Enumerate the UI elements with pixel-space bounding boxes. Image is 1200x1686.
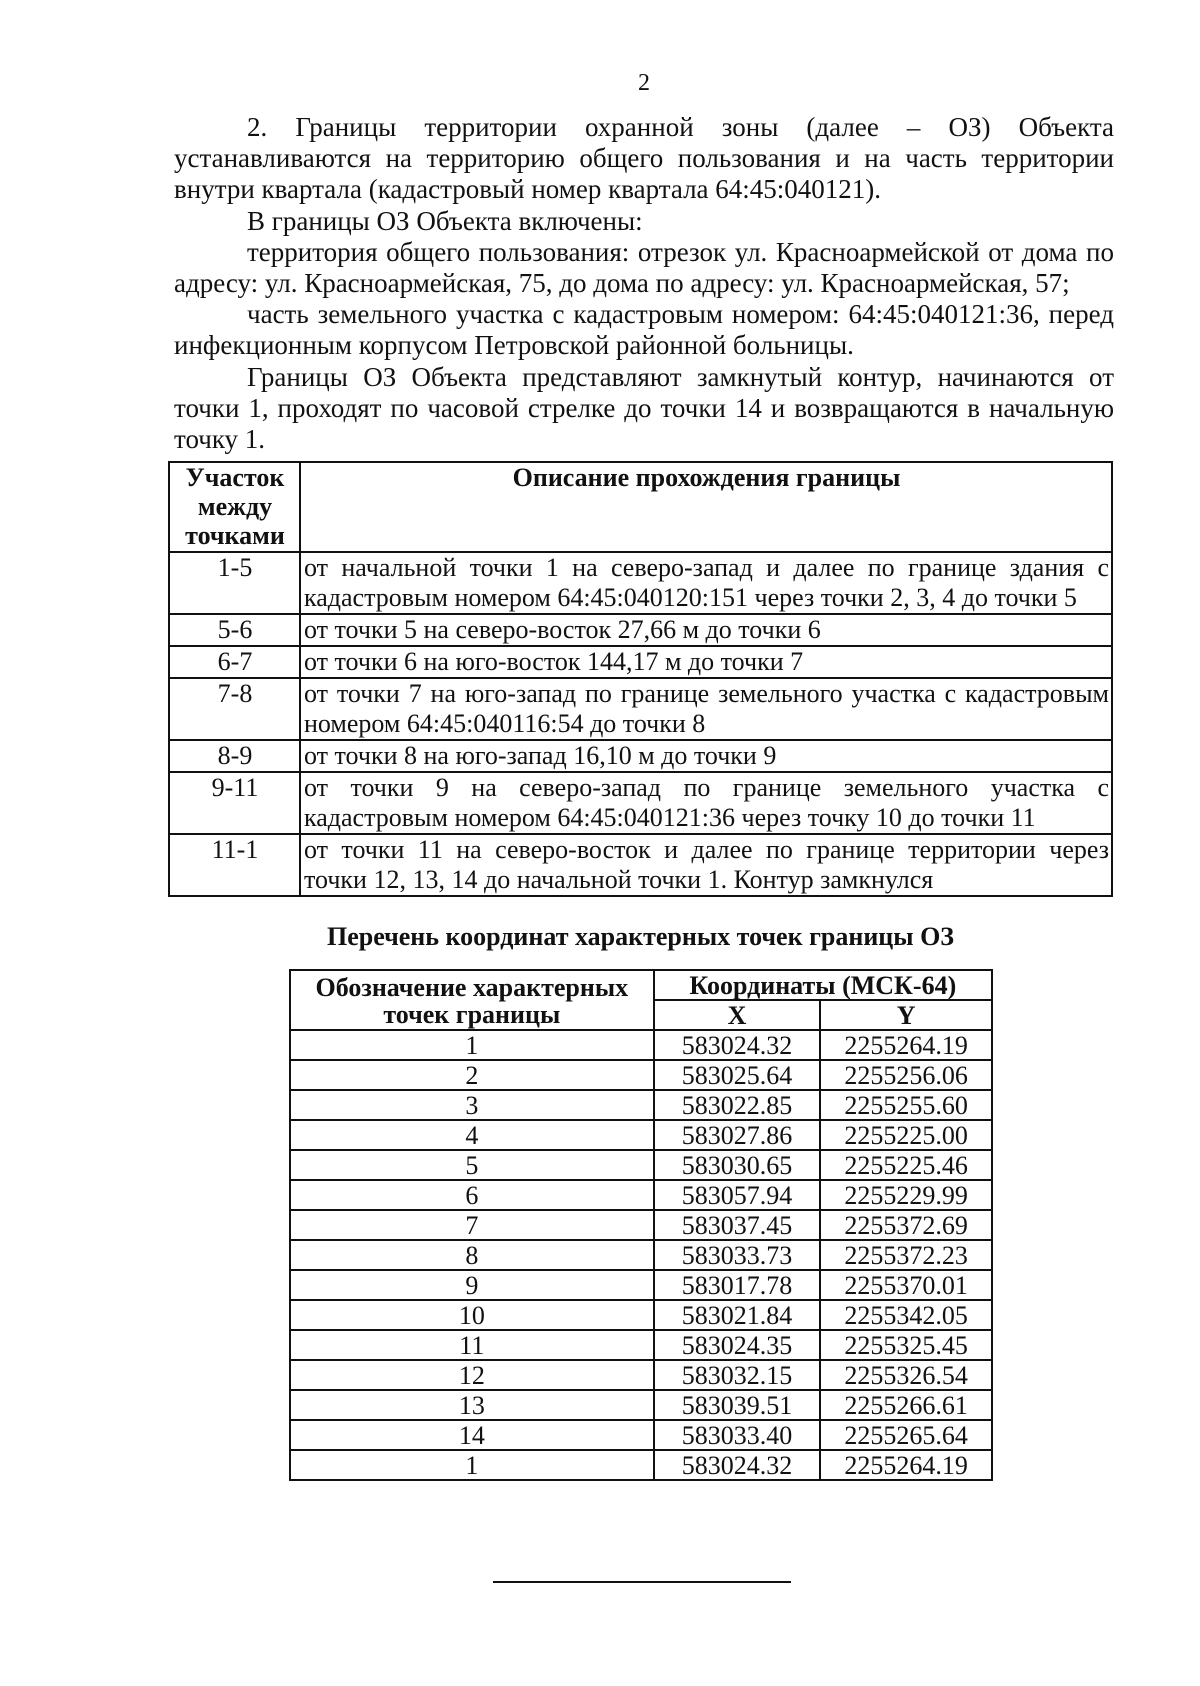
coordinates-title: Перечень координат характерных точек границы ОЗ — [326, 922, 955, 951]
x-cell: 583024.35 — [654, 1330, 821, 1360]
header-x: X — [654, 1000, 821, 1030]
point-cell: 1 — [290, 1450, 654, 1480]
paragraph-land-plot: часть земельного участка с кадастровым номером: 64:45:040121:36, перед инфекционным корпусом Петровской районной больницы. — [174, 299, 1114, 361]
table-row — [290, 1030, 992, 1060]
segment-cell: 9-11 — [169, 772, 300, 834]
table-row — [290, 1090, 992, 1120]
point-cell: 10 — [290, 1300, 654, 1330]
point-cell: 7 — [290, 1210, 654, 1240]
table-row — [290, 1330, 992, 1360]
y-cell: 2255372.69 — [820, 1210, 992, 1240]
y-cell: 2255255.60 — [820, 1090, 992, 1120]
description-cell: от начальной точки 1 на северо-запад и далее по границе здания с кадастровым номером 64:45:040120:151 через точки 2, 3, 4 до точки 5 — [300, 552, 1112, 614]
table-row — [169, 552, 1112, 614]
point-cell: 14 — [290, 1420, 654, 1450]
table-header-row — [290, 970, 992, 1000]
y-cell: 2255342.05 — [820, 1300, 992, 1330]
y-cell: 2255370.01 — [820, 1270, 992, 1300]
coordinates-table — [289, 969, 993, 1481]
x-cell: 583022.85 — [654, 1090, 821, 1120]
x-cell: 583039.51 — [654, 1390, 821, 1420]
header-description: Описание прохождения границы — [300, 462, 1112, 552]
x-cell: 583024.32 — [654, 1030, 821, 1060]
segment-cell: 8-9 — [169, 740, 300, 772]
y-cell: 2255372.23 — [820, 1240, 992, 1270]
table-row — [290, 1180, 992, 1210]
point-cell: 8 — [290, 1240, 654, 1270]
y-cell: 2255256.06 — [820, 1060, 992, 1090]
table-row — [290, 1120, 992, 1150]
x-cell: 583032.15 — [654, 1360, 821, 1390]
table-row — [290, 1060, 992, 1090]
point-cell: 1 — [290, 1030, 654, 1060]
table-row — [290, 1240, 992, 1270]
table-row — [169, 740, 1112, 772]
y-cell: 2255265.64 — [820, 1420, 992, 1450]
x-cell: 583033.40 — [654, 1420, 821, 1450]
table-row — [169, 614, 1112, 646]
point-cell: 3 — [290, 1090, 654, 1120]
x-cell: 583030.65 — [654, 1150, 821, 1180]
paragraph-contour: Границы ОЗ Объекта представляют замкнутый контур, начинаются от точки 1, проходят по часовой стрелке до точки 14 и возвращаются в начальную точку 1. — [174, 361, 1114, 455]
segment-cell: 11-1 — [169, 834, 300, 896]
table-header-row — [169, 462, 1112, 552]
point-cell: 4 — [290, 1120, 654, 1150]
table-row — [290, 1360, 992, 1390]
table-row — [169, 678, 1112, 740]
table-row — [290, 1390, 992, 1420]
y-cell: 2255225.00 — [820, 1120, 992, 1150]
x-cell: 583033.73 — [654, 1240, 821, 1270]
header-points: Обозначение характерных точек границы — [290, 970, 654, 1030]
table-row — [290, 1270, 992, 1300]
segment-cell: 7-8 — [169, 678, 300, 740]
description-cell: от точки 7 на юго-запад по границе земельного участка с кадастровым номером 64:45:040116:54 до точки 8 — [300, 678, 1112, 740]
header-y: Y — [820, 1000, 992, 1030]
x-cell: 583037.45 — [654, 1210, 821, 1240]
paragraph-included: В границы ОЗ Объекта включены: — [247, 205, 643, 236]
x-cell: 583027.86 — [654, 1120, 821, 1150]
y-cell: 2255266.61 — [820, 1390, 992, 1420]
boundary-description-table — [168, 461, 1113, 897]
x-cell: 583021.84 — [654, 1300, 821, 1330]
segment-cell: 6-7 — [169, 646, 300, 678]
y-cell: 2255225.46 — [820, 1150, 992, 1180]
x-cell: 583017.78 — [654, 1270, 821, 1300]
table-row — [169, 834, 1112, 896]
y-cell: 2255325.45 — [820, 1330, 992, 1360]
point-cell: 5 — [290, 1150, 654, 1180]
table-row — [290, 1150, 992, 1180]
header-segment: Участок между точками — [169, 462, 300, 552]
description-cell: от точки 6 на юго-восток 144,17 м до точки 7 — [300, 646, 1112, 678]
table-row — [290, 1210, 992, 1240]
description-cell: от точки 5 на северо-восток 27,66 м до точки 6 — [300, 614, 1112, 646]
x-cell: 583057.94 — [654, 1180, 821, 1210]
point-cell: 2 — [290, 1060, 654, 1090]
segment-cell: 1-5 — [169, 552, 300, 614]
body-text — [174, 112, 1114, 455]
y-cell: 2255264.19 — [820, 1030, 992, 1060]
y-cell: 2255229.99 — [820, 1180, 992, 1210]
table-row — [290, 1420, 992, 1450]
table-row — [169, 646, 1112, 678]
point-cell: 9 — [290, 1270, 654, 1300]
y-cell: 2255326.54 — [820, 1360, 992, 1390]
point-cell: 11 — [290, 1330, 654, 1360]
table-row — [290, 1300, 992, 1330]
paragraph-boundaries: 2. Границы территории охранной зоны (далее – ОЗ) Объекта устанавливаются на территорию общего пользования и на часть территории внутри квартала (кадастровый номер квартала 64:45:040121). — [174, 112, 1114, 205]
page-number: 2 — [638, 70, 650, 96]
header-coordinates: Координаты (МСК-64) — [654, 970, 992, 1000]
x-cell: 583025.64 — [654, 1060, 821, 1090]
y-cell: 2255264.19 — [820, 1450, 992, 1480]
paragraph-public-territory: территория общего пользования: отрезок ул. Красноармейской от дома по адресу: ул. Красноармейская, 75, до дома по адресу: ул. Красноармейская, 57; — [174, 236, 1114, 299]
description-cell: от точки 8 на юго-запад 16,10 м до точки 9 — [300, 740, 1112, 772]
point-cell: 12 — [290, 1360, 654, 1390]
point-cell: 6 — [290, 1180, 654, 1210]
description-cell: от точки 9 на северо-запад по границе земельного участка с кадастровым номером 64:45:040121:36 через точку 10 до точки 11 — [300, 772, 1112, 834]
x-cell: 583024.32 — [654, 1450, 821, 1480]
description-cell: от точки 11 на северо-восток и далее по границе территории через точки 12, 13, 14 до начальной точки 1. Контур замкнулся — [300, 834, 1112, 896]
segment-cell: 5-6 — [169, 614, 300, 646]
point-cell: 13 — [290, 1390, 654, 1420]
table-row — [169, 772, 1112, 834]
closing-divider — [493, 1581, 791, 1583]
table-row — [290, 1450, 992, 1480]
